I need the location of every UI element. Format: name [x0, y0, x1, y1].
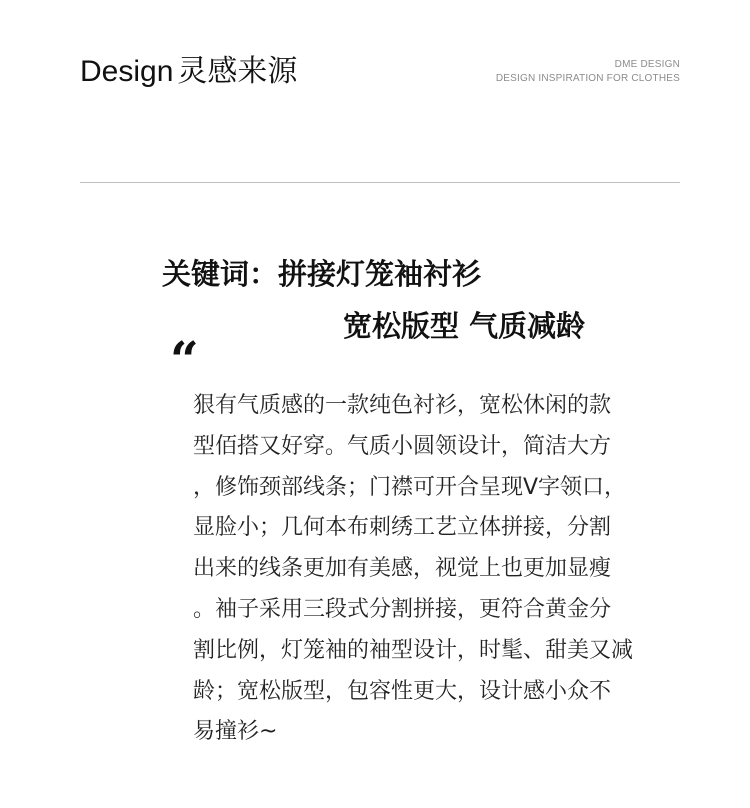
description-line: ，修饰颈部线条；门襟可开合呈现V字领口， — [193, 474, 627, 500]
description-line: 割比例，灯笼袖的袖型设计，时髦、甜美又减 — [193, 637, 634, 663]
keywords-line-1: 关键词：拼接灯笼袖衬衫 — [162, 257, 482, 291]
page-title-cjk: 灵感来源 — [177, 54, 298, 89]
description-line: 出来的线条更加有美感，视觉上也更加显瘦 — [193, 556, 612, 582]
description-line: 。袖子采用三段式分割拼接，更符合黄金分 — [193, 596, 612, 622]
description-line: 显脸小；几何本布刺绣工艺立体拼接，分割 — [193, 515, 612, 541]
description-line: 龄；宽松版型，包容性更大，设计感小众不 — [193, 678, 612, 704]
description-line: 型佰搭又好穿。气质小圆领设计，简洁大方 — [193, 433, 612, 459]
brand-name: DME DESIGN — [614, 59, 680, 70]
brand-block — [496, 58, 680, 86]
description-line: 易撞衫~ — [193, 719, 278, 745]
description-line: 狠有气质感的一款纯色衬衫，宽松休闲的款 — [193, 393, 612, 418]
brand-tagline: DESIGN INSPIRATION FOR CLOTHES — [495, 73, 680, 84]
keywords-line-2: 宽松版型 气质减龄 — [343, 309, 586, 343]
quote-mark-icon: “ — [170, 330, 199, 389]
description-block — [193, 386, 693, 753]
page-title — [80, 52, 297, 92]
header-divider — [80, 182, 680, 183]
page-title-latin: Design — [80, 55, 174, 88]
